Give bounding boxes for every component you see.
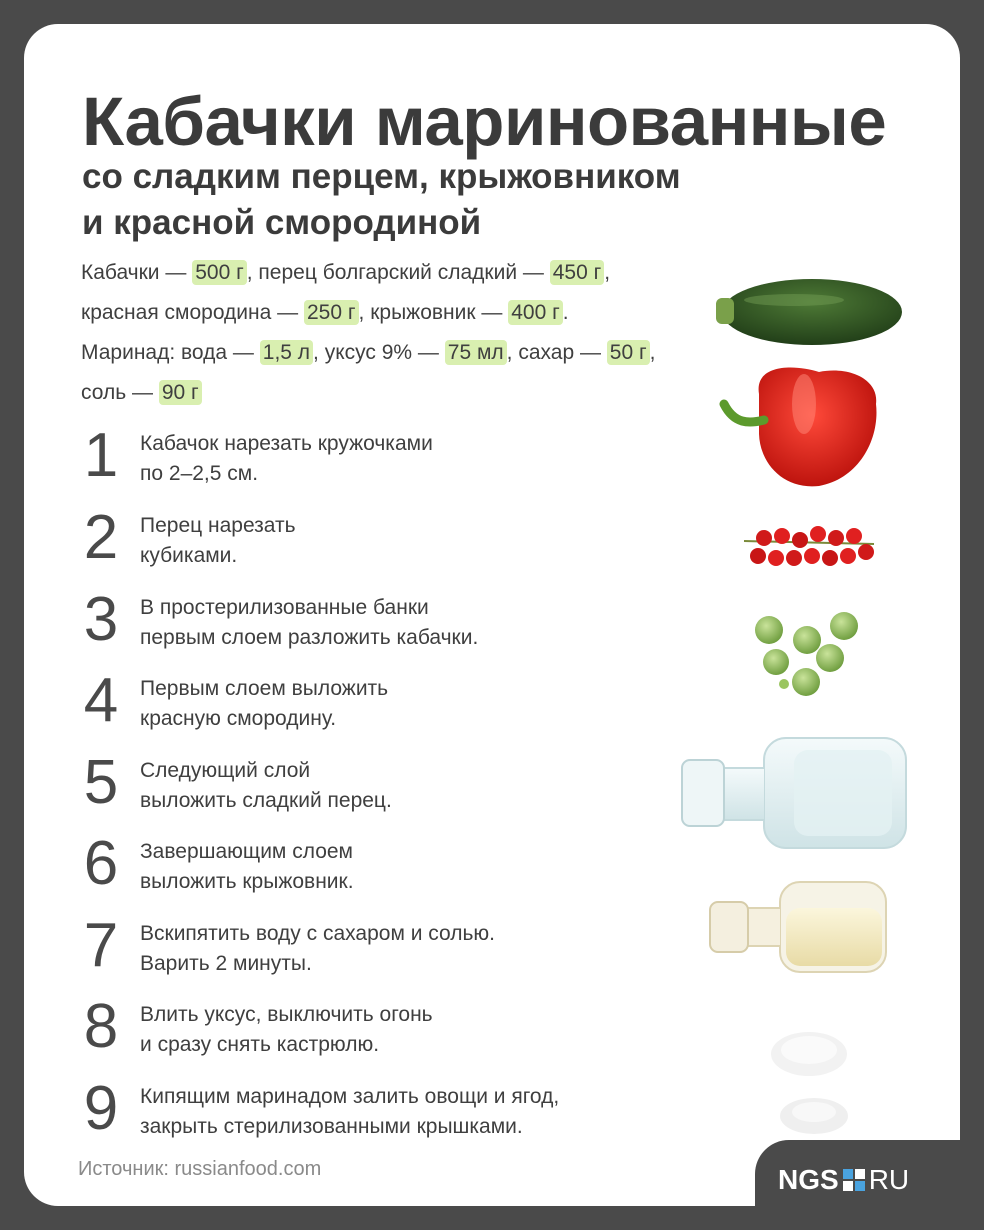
ingredient-amount: 1,5 л [260,340,313,365]
source-credit: Источник: russianfood.com [78,1158,322,1180]
step-line: выложить крыжовник. [140,870,354,893]
step-number: 7 [83,911,119,980]
step-text [140,1082,559,1142]
step-line: красную смородину. [140,707,337,730]
red-currant-icon [744,526,874,566]
step-text [140,593,478,653]
step-line: закрыть стерилизованными крышками. [140,1115,523,1138]
step-line: Кабачок нарезать кружочками [140,432,433,455]
step-item [76,1074,676,1158]
ingredient-text: , сахар — [506,341,607,364]
ingredient-text: , перец болгарский сладкий — [246,261,550,284]
step-line: и сразу снять кастрюлю. [140,1033,380,1056]
step-item [76,829,676,913]
sugar-icon [771,1032,847,1076]
ingredients-line [81,254,701,294]
ingredients-line [81,334,701,374]
ingredients-list [81,254,701,414]
logo-squares-icon [843,1169,865,1191]
recipe-card [24,24,960,1206]
salt-icon [780,1098,848,1134]
step-item [76,421,676,505]
step-line: Первым слоем выложить [140,677,389,700]
step-number: 8 [83,992,119,1061]
ingredient-amount: 400 г [508,300,563,325]
gooseberry-icon [755,612,858,696]
ingredient-text: Кабачки — [81,261,193,284]
ingredient-amount: 75 мл [445,340,507,365]
step-text [140,511,296,571]
step-line: Вскипятить воду с сахаром и солью. [140,922,496,945]
step-line: первым слоем разложить кабачки. [140,626,479,649]
vinegar-bottle-icon [710,882,886,972]
step-line: В простерилизованные банки [140,596,429,619]
bell-pepper-icon [724,367,876,486]
step-item [76,585,676,669]
ingredient-text: , крыжовник — [358,301,509,324]
step-text [140,919,495,979]
page-title: Кабачки маринованные [82,83,887,160]
step-text [140,756,392,816]
subtitle-line-2: и красной смородиной [82,203,482,242]
illustrations-svg [644,254,960,1154]
ingredient-amount: 250 г [304,300,359,325]
illustrations-column [644,254,960,1154]
page-subtitle [82,154,681,246]
ingredients-line [81,294,701,334]
step-line: Завершающим слоем [140,840,353,863]
subtitle-line-1: со сладким перцем, крыжовником [82,157,681,196]
ingredient-text: . [562,301,569,324]
step-text [140,1000,433,1060]
step-line: по 2–2,5 см. [140,462,259,485]
step-item [76,666,676,750]
logo-text-left: NGS [778,1164,839,1195]
step-number: 3 [83,585,119,654]
ingredient-text: , [649,341,656,364]
ngs-logo[interactable] [778,1164,909,1196]
ingredient-amount: 500 г [192,260,247,285]
ingredient-text: красная смородина — [81,301,304,324]
step-number: 5 [83,748,119,817]
ingredient-text: , уксус 9% — [313,341,445,364]
ingredient-text: соль — [81,381,159,404]
ingredient-amount: 90 г [159,380,202,405]
step-number: 1 [83,421,119,490]
step-line: выложить сладкий перец. [140,789,392,812]
step-item [76,748,676,832]
ingredient-text: Маринад: вода — [81,341,260,364]
step-text [140,674,388,734]
ingredient-amount: 50 г [607,340,650,365]
zucchini-icon [716,279,902,345]
step-line: кубиками. [140,544,238,567]
step-number: 4 [83,666,119,735]
step-line: Кипящим маринадом залить овощи и ягод, [140,1085,560,1108]
ingredient-text: , [604,261,611,284]
logo-text-right: RU [868,1164,910,1195]
step-text [140,837,354,897]
step-item [76,503,676,587]
step-number: 9 [83,1074,119,1143]
water-bottle-icon [682,738,906,848]
step-line: Перец нарезать [140,514,296,537]
ingredients-line [81,374,701,414]
ingredient-amount: 450 г [550,260,605,285]
step-line: Варить 2 минуты. [140,952,312,975]
step-line: Влить уксус, выключить огонь [140,1003,433,1026]
step-text [140,429,433,489]
step-number: 6 [83,829,119,898]
step-number: 2 [83,503,119,572]
step-line: Следующий слой [140,759,311,782]
step-item [76,911,676,995]
step-item [76,992,676,1076]
